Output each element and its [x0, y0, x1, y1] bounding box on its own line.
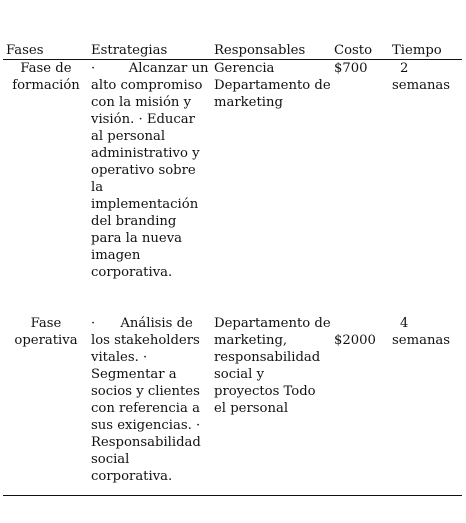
table-row — [3, 315, 462, 496]
responsables-cell: Departamento de marketing, responsabilidad social y proyectos Todo el personal — [211, 315, 331, 496]
tiempo-value: 2 — [400, 61, 409, 76]
header-tiempo: Tiempo — [389, 43, 462, 60]
fase-name-line1: Fase de — [20, 61, 72, 76]
tiempo-unit: semanas — [392, 78, 451, 93]
fase-name-line2: operativa — [14, 333, 78, 348]
tiempo-cell — [389, 60, 462, 316]
table-header — [3, 43, 462, 60]
header-costo: Costo — [331, 43, 389, 60]
header-estrategias: Estrategias — [89, 43, 211, 60]
tiempo-unit: semanas — [392, 333, 451, 348]
header-responsables: Responsables — [211, 43, 331, 60]
responsables-cell: Gerencia Departamento de marketing — [214, 61, 331, 110]
costo-cell — [331, 315, 389, 496]
fase-cell — [3, 60, 89, 316]
estrategias-cell: · Análisis de los stakeholders vitales. · Segmentar a socios y clientes con referencia a sus exigencias. · Responsabilidad social corporativa. — [89, 315, 211, 496]
costo-cell: $700 — [334, 61, 368, 76]
header-row — [3, 43, 462, 60]
costo-value: $2000 — [334, 333, 376, 348]
header-fases: Fases — [3, 43, 89, 60]
fase-name-line1: Fase — [30, 316, 62, 331]
fase-name-line2: formación — [12, 78, 80, 93]
phases-table — [3, 43, 462, 496]
fase-cell — [3, 315, 89, 496]
table-row — [3, 60, 462, 316]
tiempo-value: 4 — [400, 316, 409, 331]
table-body — [3, 60, 462, 496]
tiempo-cell — [389, 315, 462, 496]
estrategias-cell: · Alcanzar un alto compromiso con la misión y visión. · Educar al personal administrativo y operativo sobre la implementación del branding para la nueva imagen corporativa. — [91, 61, 213, 280]
